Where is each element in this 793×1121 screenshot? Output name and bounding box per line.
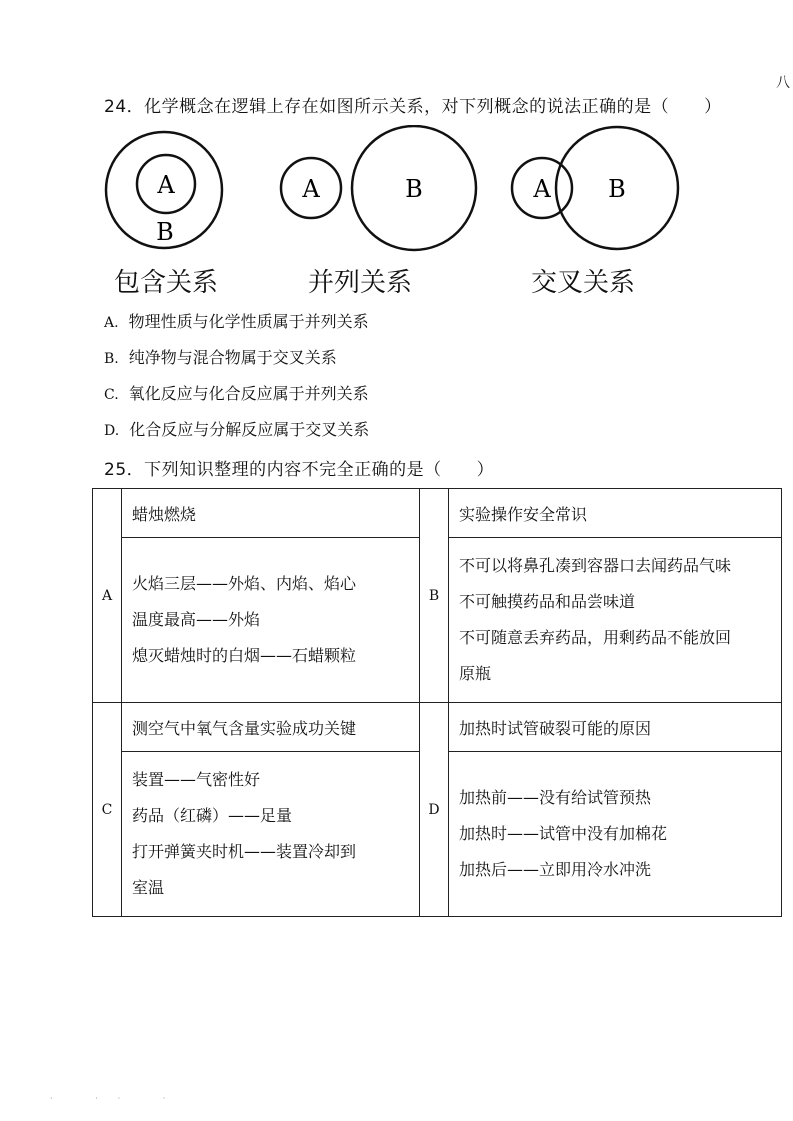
cell-a-title: 蜡烛燃烧 <box>122 489 420 538</box>
cell-line: 原瓶 <box>459 664 492 683</box>
cell-c-body <box>122 752 420 917</box>
containment-caption: 包含关系 <box>114 268 219 298</box>
option-text: 氧化反应与化合反应属于并列关系 <box>128 384 369 403</box>
option-key: D. <box>104 423 120 439</box>
cell-line: 装置——气密性好 <box>132 770 261 789</box>
cell-d-body <box>449 752 782 917</box>
intersect-left-label: A <box>533 175 551 203</box>
cell-line: 室温 <box>132 878 165 897</box>
option-key: C. <box>104 387 119 403</box>
parallel-left-label: A <box>302 175 320 203</box>
cell-line: 熄灭蜡烛时的白烟——石蜡颗粒 <box>132 646 357 665</box>
option-d[interactable] <box>104 417 369 440</box>
option-text: 物理性质与化学性质属于并列关系 <box>128 312 369 331</box>
intersect-diagram <box>512 127 678 249</box>
cell-line: 不可触摸药品和品尝味道 <box>459 592 636 611</box>
cell-c-title: 测空气中氧气含量实验成功关键 <box>122 703 420 752</box>
cell-line: 不可随意丢弃药品，用剩药品不能放回 <box>459 628 732 647</box>
option-c[interactable] <box>104 381 369 404</box>
containment-diagram <box>106 132 222 248</box>
parallel-diagram <box>281 126 476 250</box>
cell-b-title: 实验操作安全常识 <box>449 489 782 538</box>
cell-letter-a: A <box>93 489 122 703</box>
containment-outer-label: B <box>156 218 174 246</box>
relationship-diagram <box>0 125 793 255</box>
parallel-right-label: B <box>405 175 423 203</box>
parallel-caption: 并列关系 <box>308 268 413 298</box>
corner-mark: 八 <box>776 75 790 91</box>
knowledge-table <box>92 488 782 917</box>
cell-line: 打开弹簧夹时机——装置冷却到 <box>132 842 357 861</box>
cell-letter-c: C <box>93 703 122 917</box>
cell-b-body <box>449 538 782 703</box>
option-a[interactable] <box>104 309 369 332</box>
containment-inner-label: A <box>157 171 175 199</box>
option-text: 纯净物与混合物属于交叉关系 <box>128 348 337 367</box>
option-b[interactable] <box>104 345 337 368</box>
cell-letter-d: D <box>420 703 449 917</box>
cell-line: 药品（红磷）——足量 <box>132 806 293 825</box>
option-key: A. <box>104 315 119 331</box>
option-text: 化合反应与分解反应属于交叉关系 <box>129 420 370 439</box>
cell-line: 加热时——试管中没有加棉花 <box>459 824 668 843</box>
cell-d-title: 加热时试管破裂可能的原因 <box>449 703 782 752</box>
question-24-stem: 24．化学概念在逻辑上存在如图所示关系，对下列概念的说法正确的是（ ） <box>104 97 722 117</box>
intersect-right-label: B <box>608 175 626 203</box>
cell-line: 火焰三层——外焰、内焰、焰心 <box>132 574 357 593</box>
intersect-caption: 交叉关系 <box>531 268 636 298</box>
option-key: B. <box>104 351 119 367</box>
question-25-stem: 25．下列知识整理的内容不完全正确的是（ ） <box>104 460 495 480</box>
cell-line: 不可以将鼻孔凑到容器口去闻药品气味 <box>459 556 732 575</box>
cell-a-body <box>122 538 420 703</box>
cell-letter-b: B <box>420 489 449 703</box>
cell-line: 加热前——没有给试管预热 <box>459 788 652 807</box>
cell-line: 加热后——立即用冷水冲洗 <box>459 860 652 879</box>
cell-line: 温度最高——外焰 <box>132 610 261 629</box>
scan-speckle: · ·· · <box>50 1094 186 1103</box>
